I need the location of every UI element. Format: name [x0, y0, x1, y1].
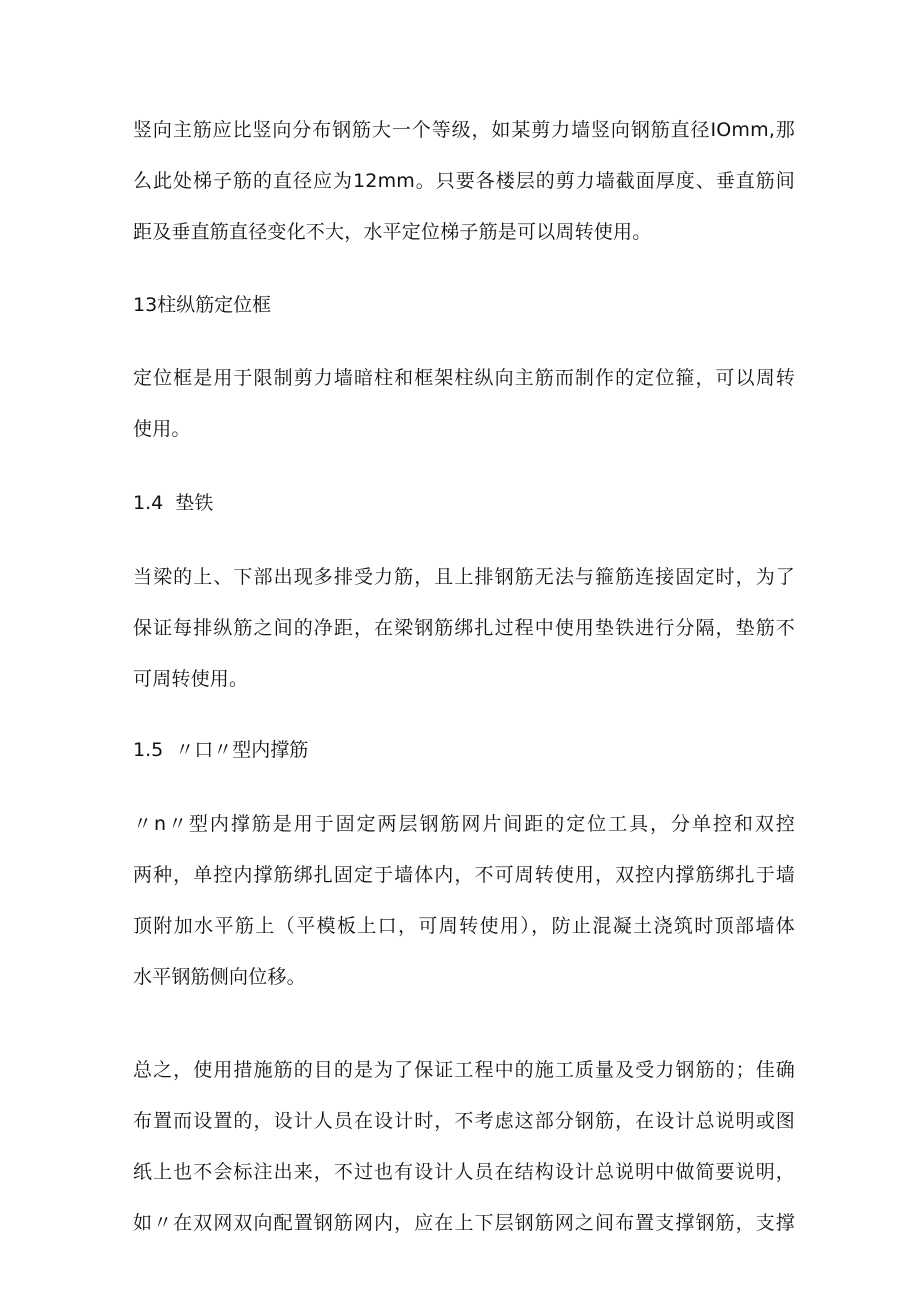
section-heading-1-4 — [133, 478, 795, 529]
paragraph-positioning-frame — [133, 353, 795, 455]
section-heading-1-3 — [133, 280, 795, 331]
heading-text: 1.5 〃口〃型内撑筋 — [133, 739, 309, 761]
text-line: 顶附加水平筋上（平模板上口，可周转使用），防止混凝土浇筑时顶部墙体 — [133, 915, 795, 937]
text-line: 〃n〃型内撑筋是用于固定两层钢筋网片间距的定位工具，分单控和双控 — [133, 813, 795, 835]
text-line: 使用。 — [133, 418, 191, 440]
paragraph-inner-brace-bar — [133, 799, 795, 1003]
paragraph-summary — [133, 1045, 795, 1249]
text-line: 两种，单控内撑筋绑扎固定于墙体内，不可周转使用，双控内撑筋绑扎于墙 — [133, 864, 795, 886]
section-heading-1-5 — [133, 725, 795, 776]
text-line: 布置而设置的，设计人员在设计时，不考虑这部分钢筋，在设计总说明或图 — [133, 1110, 795, 1132]
text-line: 纸上也不会标注出来，不过也有设计人员在结构设计总说明中做简要说明， — [133, 1161, 795, 1183]
paragraph-spacer-iron — [133, 552, 795, 705]
text-line: 定位框是用于限制剪力墙暗柱和框架柱纵向主筋而制作的定位箍，可以周转 — [133, 367, 795, 389]
text-line: 保证每排纵筋之间的净距，在梁钢筋绑扎过程中使用垫铁进行分隔，垫筋不 — [133, 617, 795, 639]
text-line: 距及垂直筋直径变化不大，水平定位梯子筋是可以周转使用。 — [133, 221, 652, 243]
heading-text: 13柱纵筋定位框 — [133, 294, 272, 316]
text-line: 当梁的上、下部出现多排受力筋，且上排钢筋无法与箍筋连接固定时，为了 — [133, 566, 795, 588]
heading-text: 1.4 垫铁 — [133, 492, 214, 514]
text-line: 竖向主筋应比竖向分布钢筋大一个等级，如某剪力墙竖向钢筋直径IOmm,那 — [133, 119, 795, 141]
text-line: 如〃在双网双向配置钢筋网内，应在上下层钢筋网之间布置支撑钢筋，支撑 — [133, 1212, 795, 1234]
text-line: 么此处梯子筋的直径应为12mm。只要各楼层的剪力墙截面厚度、垂直筋间 — [133, 170, 795, 192]
text-line: 水平钢筋侧向位移。 — [133, 966, 306, 988]
text-line: 可周转使用。 — [133, 668, 249, 690]
paragraph-ladder-bar — [133, 105, 795, 258]
text-line: 总之，使用措施筋的目的是为了保证工程中的施工质量及受力钢筋的；佳确 — [133, 1059, 795, 1081]
